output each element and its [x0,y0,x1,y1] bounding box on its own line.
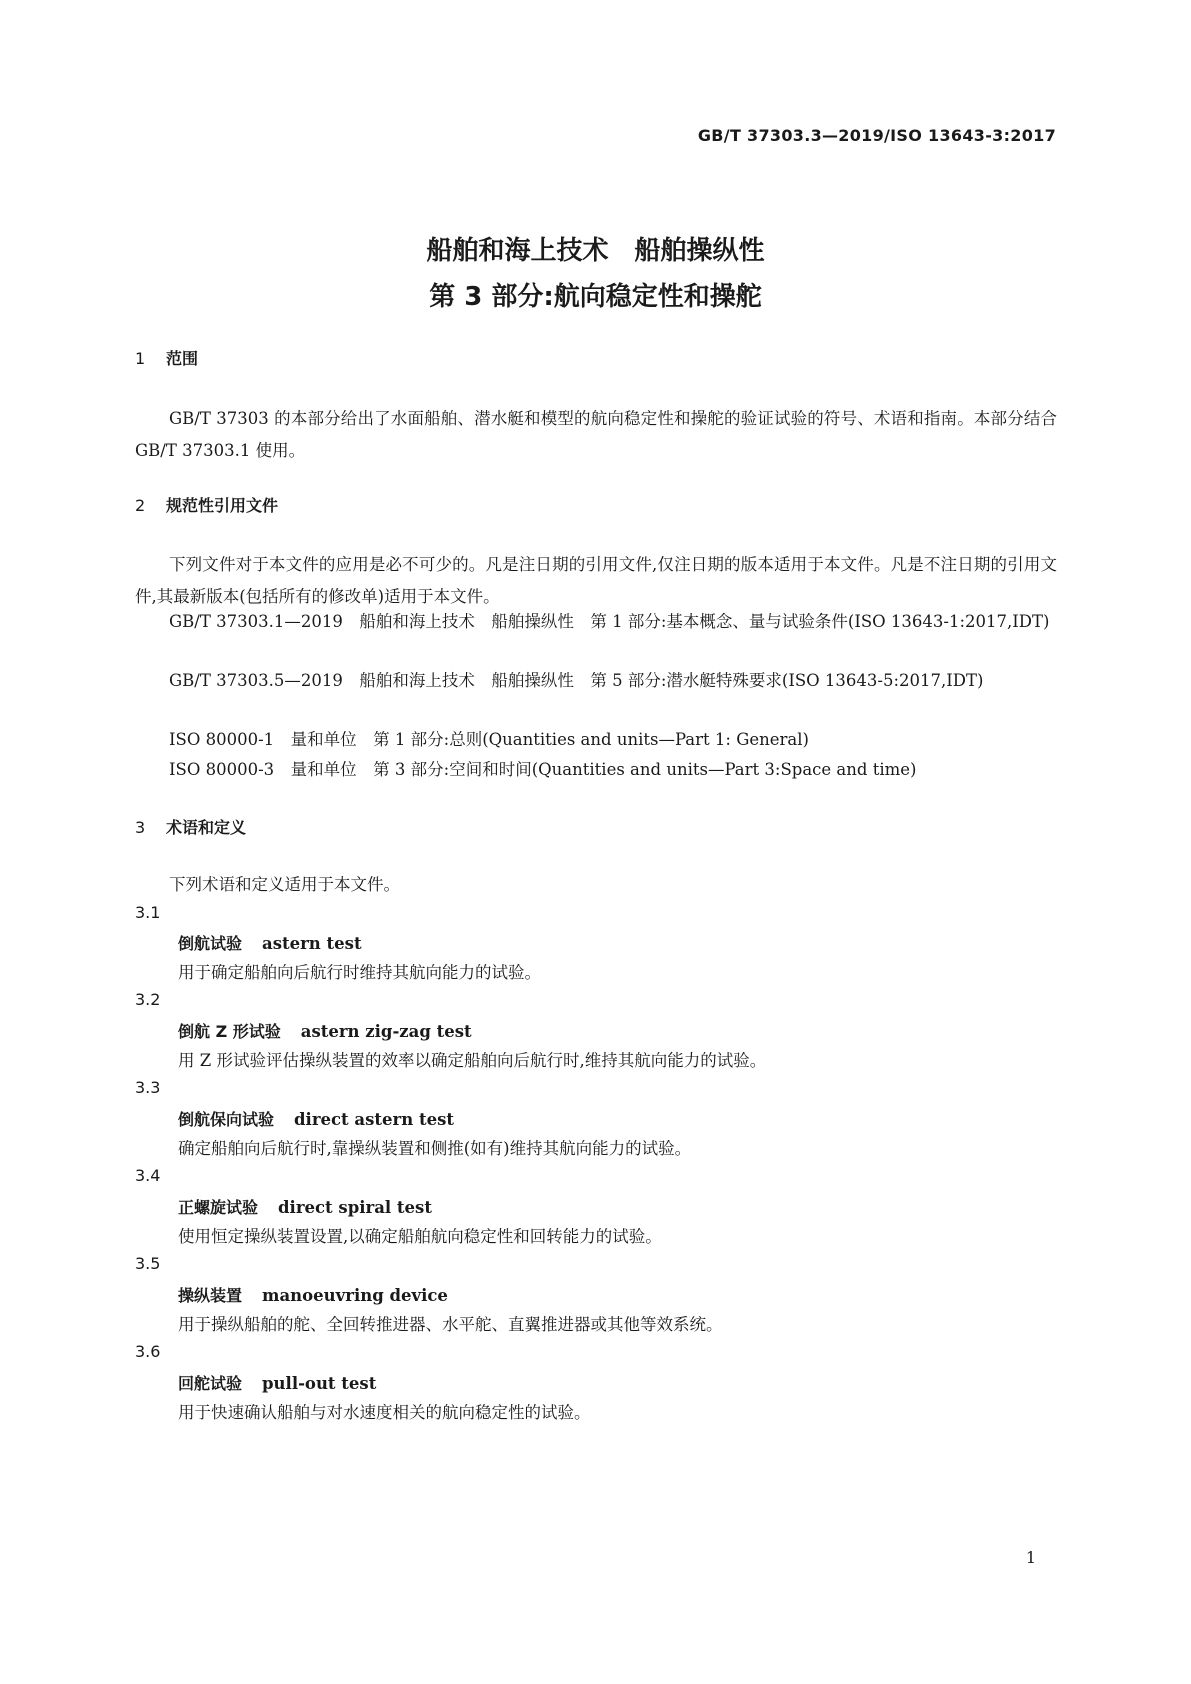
reference-item: GB/T 37303.1—2019 船舶和海上技术 船舶操纵性 第 1 部分:基本概念、量与试验条件(ISO 13643-1:2017,IDT) [169,612,1050,631]
term-chinese: 倒航试验 [178,934,243,953]
term-title [178,1371,376,1394]
term-english: astern test [262,934,362,953]
term-definition: 用于快速确认船舶与对水速度相关的航向稳定性的试验。 [178,1403,591,1422]
document-title [0,228,1191,320]
scope-paragraph: GB/T 37303 的本部分给出了水面船舶、潜水艇和模型的航向稳定性和操舵的验证试验的符号、术语和指南。本部分结合 GB/T 37303.1 使用。 [135,409,1057,460]
term-title [178,1283,448,1306]
term-title [178,931,362,954]
title-line-1: 船舶和海上技术 船舶操纵性 [426,236,765,266]
term-english: astern zig-zag test [300,1022,472,1041]
term-title [178,1019,472,1042]
term-title [178,1107,454,1130]
term-chinese: 回舵试验 [178,1374,243,1393]
term-number: 3.5 [135,1254,161,1273]
term-definition: 确定船舶向后航行时,靠操纵装置和侧推(如有)维持其航向能力的试验。 [178,1139,692,1158]
reference-item: ISO 80000-3 量和单位 第 3 部分:空间和时间(Quantities and units—Part 3:Space and time) [169,760,917,779]
term-definition: 用 Z 形试验评估操纵装置的效率以确定船舶向后航行时,维持其航向能力的试验。 [178,1051,767,1070]
term-number: 3.6 [135,1342,161,1361]
term-definition: 用于确定船舶向后航行时维持其航向能力的试验。 [178,963,541,982]
section-number: 2 [135,496,146,515]
section-title: 规范性引用文件 [166,496,279,515]
section-number: 3 [135,818,146,837]
term-definition: 用于操纵船舶的舵、全回转推进器、水平舵、直翼推进器或其他等效系统。 [178,1315,723,1334]
standard-code: GB/T 37303.3—2019/ISO 13643-3:2017 [697,126,1056,145]
normative-intro: 下列文件对于本文件的应用是必不可少的。凡是注日期的引用文件,仅注日期的版本适用于本文件。凡是不注日期的引用文件,其最新版本(包括所有的修改单)适用于本文件。 [135,555,1057,606]
term-english: manoeuvring device [262,1286,448,1305]
term-number: 3.2 [135,990,161,1009]
term-chinese: 正螺旋试验 [178,1198,259,1217]
section-heading-scope [135,346,198,369]
term-chinese: 倒航 Z 形试验 [178,1022,281,1041]
section-title: 术语和定义 [166,818,247,837]
terms-intro: 下列术语和定义适用于本文件。 [169,875,400,894]
page-number: 1 [1025,1548,1036,1567]
term-chinese: 操纵装置 [178,1286,243,1305]
term-english: pull-out test [262,1374,377,1393]
section-heading-terms [135,815,246,838]
reference-item: GB/T 37303.5—2019 船舶和海上技术 船舶操纵性 第 5 部分:潜水艇特殊要求(ISO 13643-5:2017,IDT) [169,671,984,690]
term-english: direct astern test [294,1110,454,1129]
section-number: 1 [135,349,146,368]
term-definition: 使用恒定操纵装置设置,以确定船舶航向稳定性和回转能力的试验。 [178,1227,662,1246]
term-number: 3.1 [135,903,161,922]
reference-item: ISO 80000-1 量和单位 第 1 部分:总则(Quantities and units—Part 1: General) [169,730,809,749]
title-line-2: 第 3 部分:航向稳定性和操舵 [429,282,762,312]
section-heading-normative [135,493,278,516]
term-number: 3.3 [135,1078,161,1097]
section-title: 范围 [166,349,199,368]
term-number: 3.4 [135,1166,161,1185]
term-english: direct spiral test [278,1198,432,1217]
term-title [178,1195,432,1218]
term-chinese: 倒航保向试验 [178,1110,275,1129]
